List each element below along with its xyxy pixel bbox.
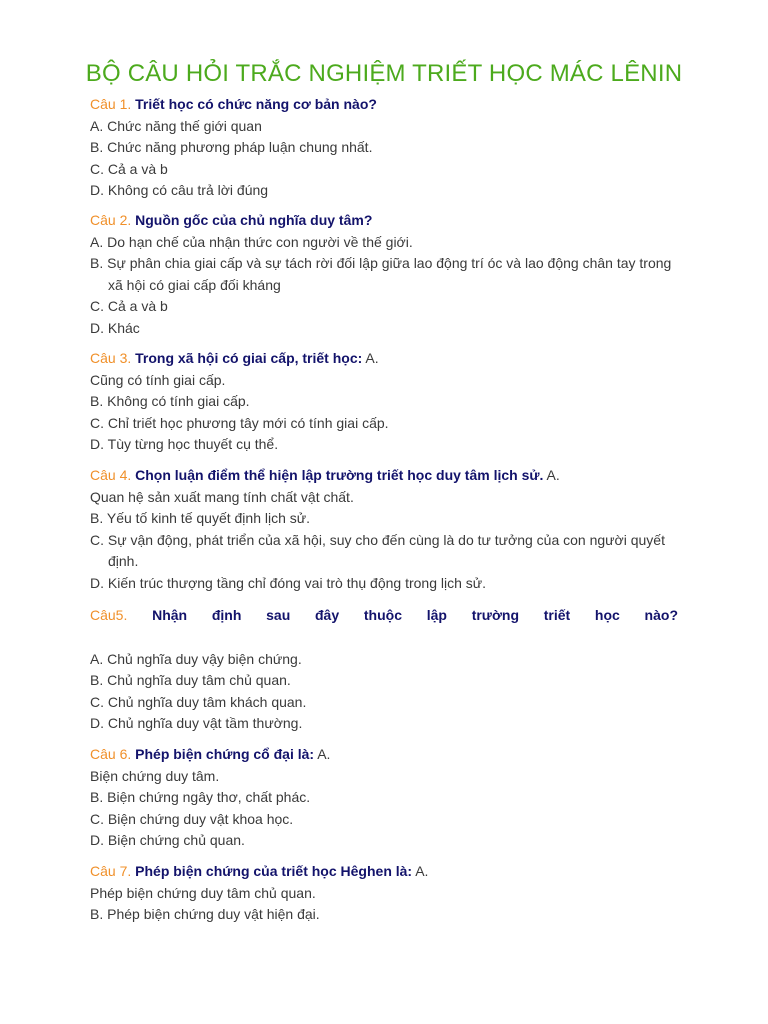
question-text: Phép biện chứng của triết học Hêghen là: <box>135 863 413 879</box>
answer-option: C. Cả a và b <box>90 160 168 177</box>
question-header <box>90 744 678 766</box>
answer-option: B. Không có tính giai cấp. <box>90 393 250 409</box>
answer-prefix: A. <box>365 350 379 366</box>
answer-option: D. Không có câu trả lời đúng <box>90 182 269 198</box>
question-text: Trong xã hội có giai cấp, triết học: <box>135 350 363 366</box>
question-header <box>90 861 678 883</box>
question-4 <box>90 465 678 594</box>
question-5 <box>90 605 678 735</box>
answer-option: A. Do hạn chế của nhận thức con người về thế giới. <box>90 233 413 250</box>
answer-option: C. Cả a và b <box>90 298 168 314</box>
answer-option: B. Phép biện chứng duy vật hiện đại. <box>90 906 320 922</box>
answer-option: Cũng có tính giai cấp. <box>90 371 226 388</box>
page-title: BỘ CÂU HỎI TRẮC NGHIỆM TRIẾT HỌC MÁC LÊNIN <box>85 60 683 87</box>
answer-option: Phép biện chứng duy tâm chủ quan. <box>90 884 316 901</box>
question-number: Câu5. <box>90 607 128 623</box>
question-number: Câu 2. <box>90 212 132 228</box>
answer-option: C. Sự vận động, phát triển của xã hội, suy cho đến cùng là do tư tưởng của con người quyết định. <box>90 531 665 569</box>
answer-option: D. Khác <box>90 319 140 336</box>
answer-option: C. Chủ nghĩa duy tâm khách quan. <box>90 693 307 710</box>
answer-option: B. Sự phân chia giai cấp và sự tách rời đối lập giữa lao động trí óc và lao động chân tay trong xã hội có giai cấp đối kháng <box>90 255 672 293</box>
answer-option: D. Chủ nghĩa duy vật tầm thường. <box>90 715 303 731</box>
question-text: Triết học có chức năng cơ bản nào? <box>135 96 377 112</box>
answer-option: D. Biện chứng chủ quan. <box>90 832 245 848</box>
answer-option: A. Chức năng thế giới quan <box>90 117 262 134</box>
answer-option: D. Tùy từng học thuyết cụ thể. <box>90 436 279 452</box>
question-header <box>90 348 678 370</box>
question-number: Câu 7. <box>90 863 132 879</box>
question-3 <box>90 348 678 456</box>
answer-option: B. Chức năng phương pháp luận chung nhất. <box>90 139 373 155</box>
question-1 <box>90 94 678 202</box>
answer-prefix: A. <box>317 746 331 762</box>
question-header <box>90 605 678 627</box>
answer-option: Biện chứng duy tâm. <box>90 767 220 784</box>
question-7 <box>90 861 678 926</box>
answer-option: C. Chỉ triết học phương tây mới có tính giai cấp. <box>90 414 389 431</box>
question-2 <box>90 210 678 339</box>
question-header <box>90 210 678 232</box>
answer-prefix: A. <box>546 467 560 483</box>
answer-option: B. Yếu tố kinh tế quyết định lịch sử. <box>90 510 311 526</box>
question-text: Nhận định sau đây thuộc lập trường triết học nào? <box>152 607 679 623</box>
question-text: Phép biện chứng cổ đại là: <box>135 746 315 762</box>
question-number: Câu 6. <box>90 746 132 762</box>
answer-option: Quan hệ sản xuất mang tính chất vật chất. <box>90 488 354 505</box>
answer-option: A. Chủ nghĩa duy vậy biện chứng. <box>90 650 302 667</box>
question-number: Câu 3. <box>90 350 132 366</box>
question-header <box>90 465 678 487</box>
answer-option: B. Chủ nghĩa duy tâm chủ quan. <box>90 672 291 688</box>
answer-option: B. Biện chứng ngây thơ, chất phác. <box>90 789 311 805</box>
answer-prefix: A. <box>415 863 429 879</box>
question-number: Câu 4. <box>90 467 132 483</box>
question-number: Câu 1. <box>90 96 132 112</box>
question-text: Chọn luận điểm thể hiện lập trường triết học duy tâm lịch sử. <box>135 467 544 483</box>
question-6 <box>90 744 678 852</box>
question-header <box>90 94 678 116</box>
answer-option: C. Biện chứng duy vật khoa học. <box>90 810 294 827</box>
answer-option: D. Kiến trúc thượng tầng chỉ đóng vai trò thụ động trong lịch sử. <box>90 574 487 591</box>
question-text: Nguồn gốc của chủ nghĩa duy tâm? <box>135 212 373 228</box>
